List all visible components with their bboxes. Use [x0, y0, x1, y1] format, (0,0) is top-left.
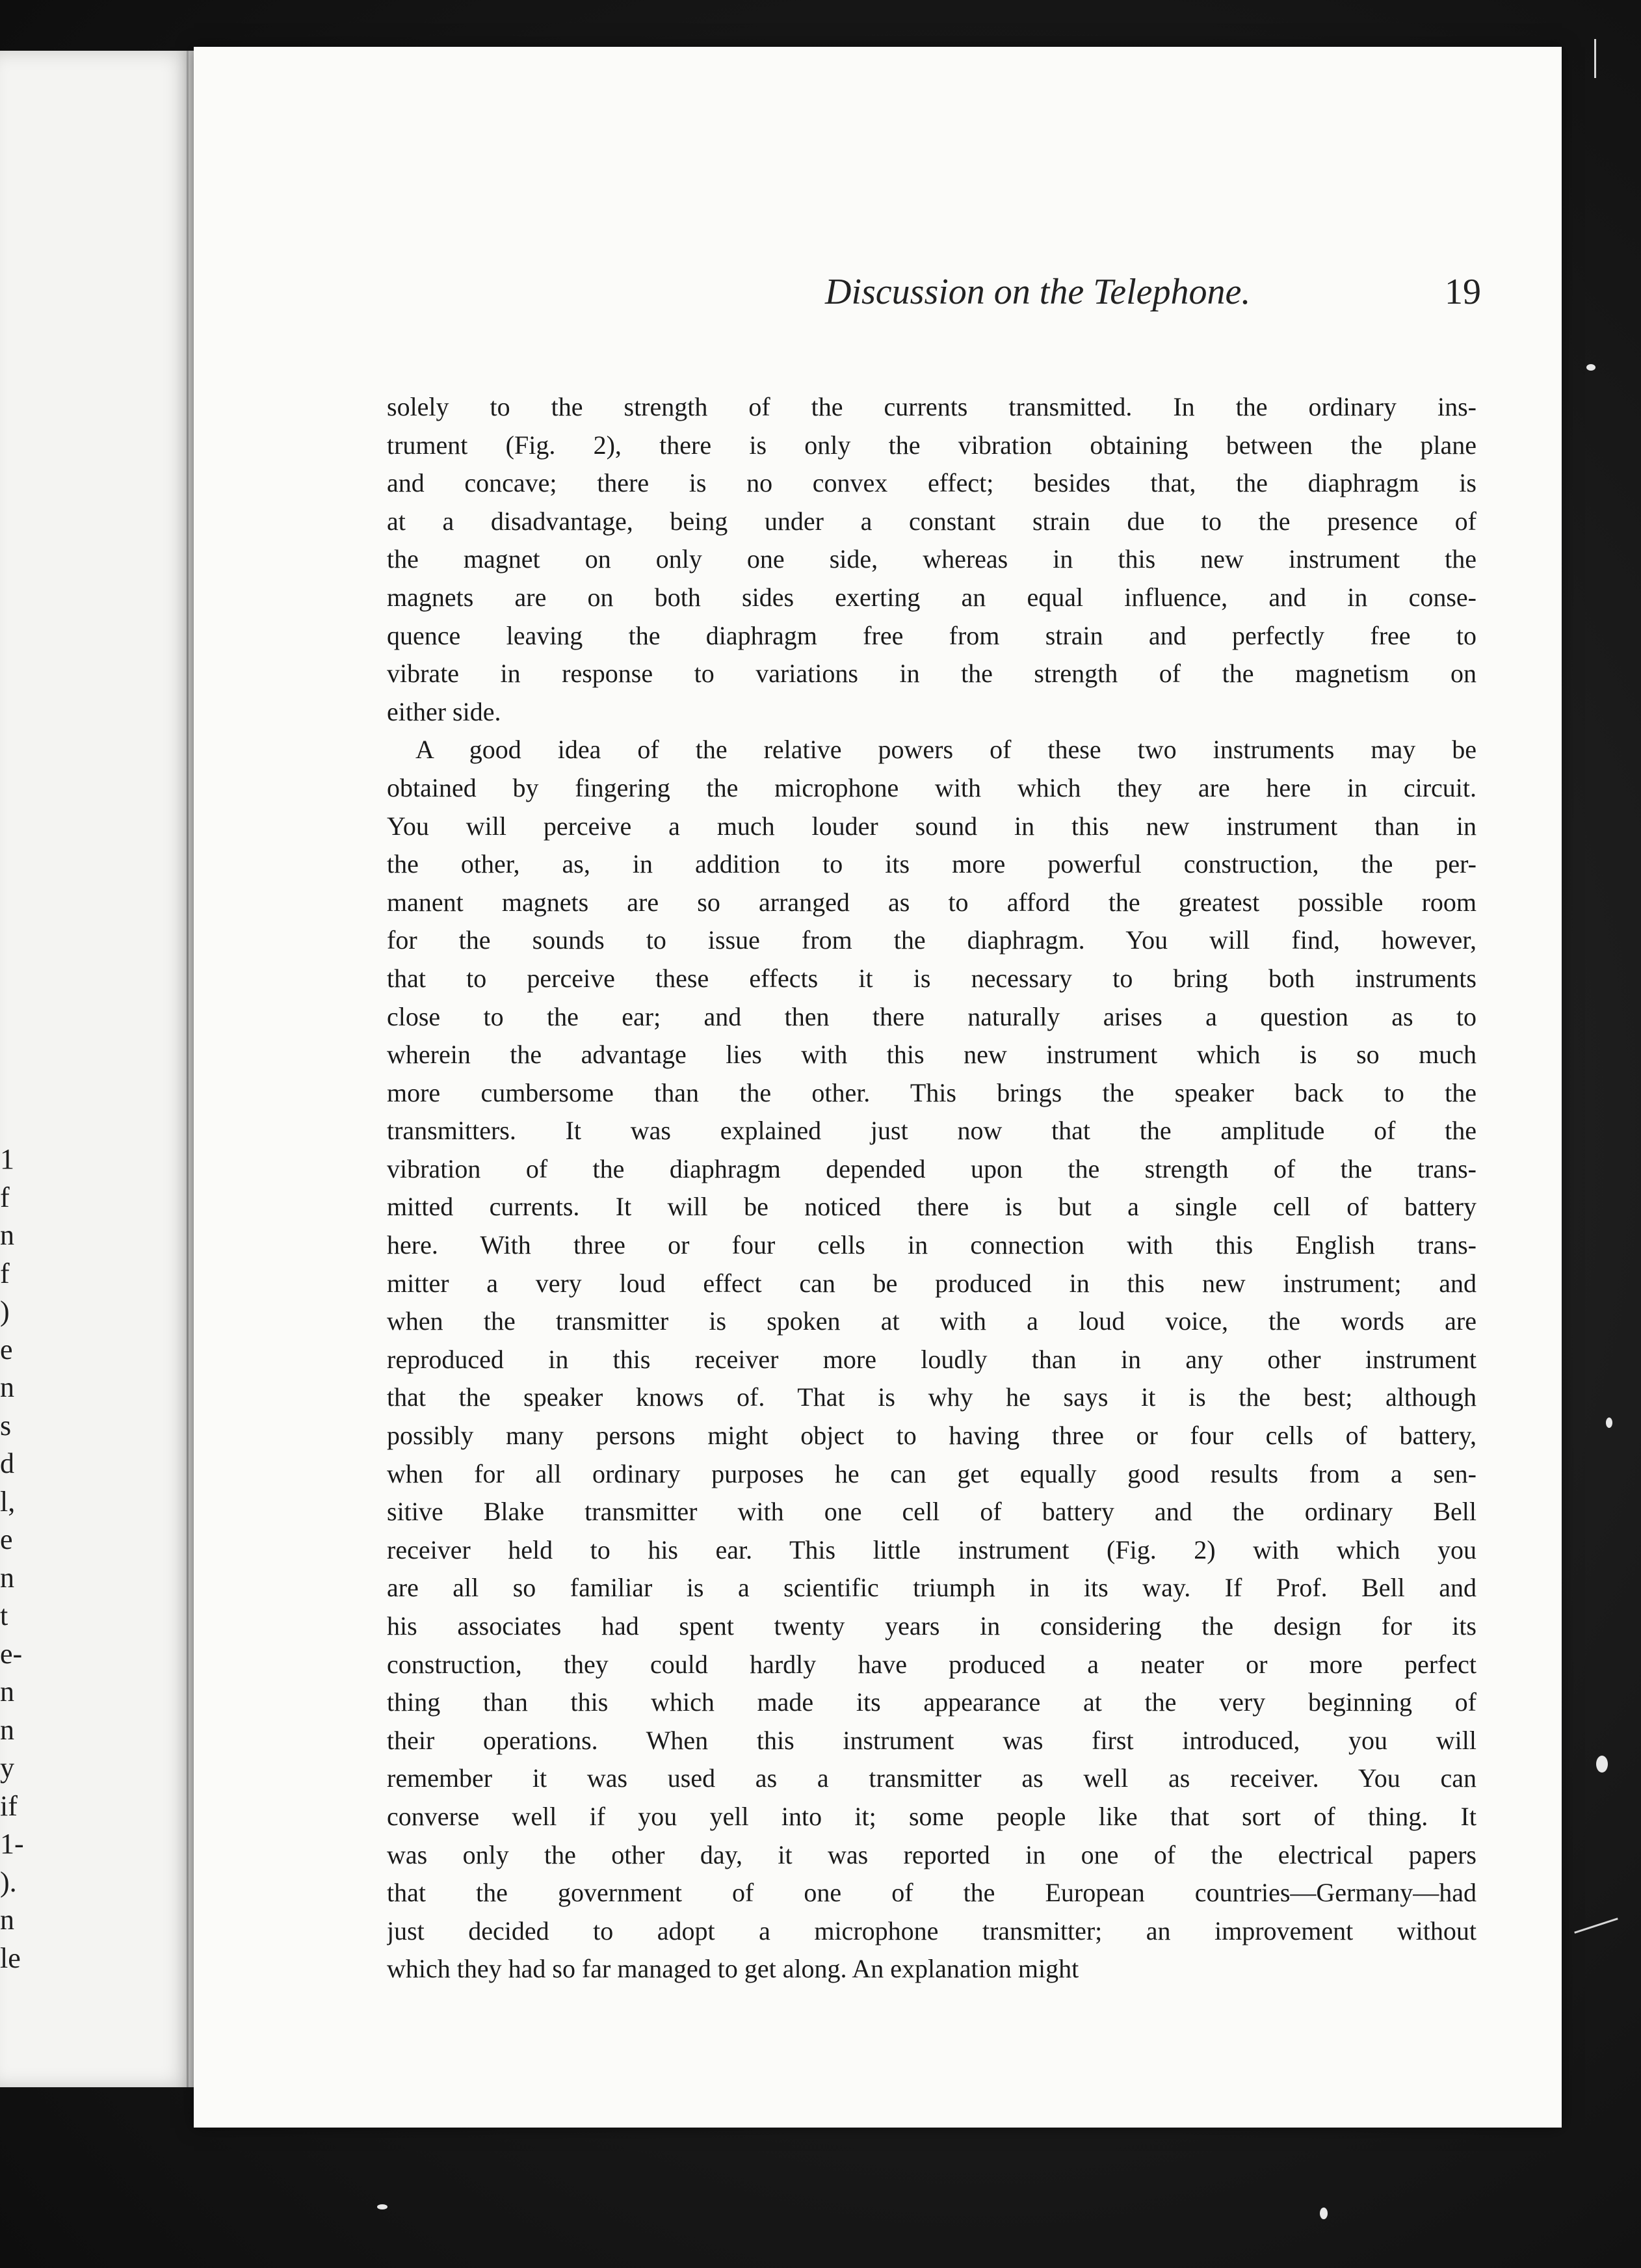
text-line: and concave; there is no convex effect; besides that, the diaphragm is [387, 468, 1477, 498]
left-facing-page [0, 51, 194, 2087]
text-line: for the sounds to issue from the diaphragm. You will find, however, [387, 925, 1477, 955]
text-line: possibly many persons might object to having three or four cells of battery, [387, 1421, 1477, 1451]
dust-speck [377, 2204, 387, 2209]
scan-scratch [1594, 39, 1596, 78]
left-fragment-line: f [0, 1257, 10, 1289]
left-fragment-line: e- [0, 1637, 23, 1670]
paragraph [387, 731, 1477, 1988]
left-fragment-line: le [0, 1942, 21, 1974]
text-line: close to the ear; and then there naturally arises a question as to [387, 1001, 1477, 1031]
body-text [387, 388, 1477, 1988]
left-fragment-line: d [0, 1447, 14, 1479]
text-line: vibration of the diaphragm depended upon the strength of the trans- [387, 1154, 1477, 1183]
text-line: quence leaving the diaphragm free from strain and perfectly free to [387, 620, 1477, 650]
text-line: receiver held to his ear. This little instrument (Fig. 2) with which you [387, 1535, 1477, 1564]
text-line: solely to the strength of the currents transmitted. In the ordinary ins- [387, 392, 1477, 421]
left-fragment-line: n [0, 1713, 14, 1746]
text-line: his associates had spent twenty years in considering the design for its [387, 1611, 1477, 1641]
left-fragment-line: t [0, 1600, 8, 1631]
text-line: reproduced in this receiver more loudly than in any other instrument [387, 1344, 1477, 1374]
text-line: when for all ordinary purposes he can get equally good results from a sen- [387, 1458, 1477, 1488]
left-fragment-line: ) [0, 1295, 10, 1327]
text-line: wherein the advantage lies with this new instrument which is so much [387, 1040, 1477, 1070]
text-line: converse well if you yell into it; some people like that sort of thing. It [387, 1801, 1477, 1831]
left-fragment-line: 1 [0, 1143, 14, 1175]
text-line: that the speaker knows of. That is why he says it is the best; although [387, 1382, 1477, 1412]
left-fragment-line: y [0, 1752, 14, 1784]
text-line: just decided to adopt a microphone transmitter; an improvement without [387, 1916, 1477, 1945]
text-line: You will perceive a much louder sound in this new instrument than in [387, 811, 1477, 841]
left-fragment-line: e [0, 1523, 13, 1555]
left-fragment-line: l, [0, 1485, 16, 1518]
text-line: thing than this which made its appearance at the very beginning of [387, 1687, 1477, 1717]
dust-speck [1586, 364, 1595, 371]
text-line: transmitters. It was explained just now that the amplitude of the [387, 1116, 1477, 1146]
left-fragment-line: n [0, 1561, 14, 1594]
left-fragment-line: 1- [0, 1828, 24, 1860]
dust-speck [1596, 1756, 1608, 1773]
left-fragment-line: n [0, 1371, 14, 1403]
page-number: 19 [1445, 272, 1481, 312]
text-line: here. With three or four cells in connection with this English trans- [387, 1230, 1477, 1260]
text-line: at a disadvantage, being under a constant strain due to the presence of [387, 506, 1477, 536]
dust-speck [1320, 2208, 1328, 2219]
text-line: the magnet on only one side, whereas in this new instrument the [387, 544, 1477, 574]
text-line: obtained by fingering the microphone with which they are here in circuit. [387, 772, 1477, 802]
left-fragment-line: s [0, 1409, 12, 1442]
text-line: more cumbersome than the other. This brings the speaker back to the [387, 1077, 1477, 1107]
text-line: that the government of one of the European countries—Germany—had [387, 1878, 1477, 1908]
text-line: remember it was used as a transmitter as well as receiver. You can [387, 1763, 1477, 1793]
text-line: the other, as, in addition to its more powerful construction, the per- [387, 849, 1477, 879]
text-line: was only the other day, it was reported in one of the electrical papers [387, 1839, 1477, 1869]
dust-speck [1606, 1418, 1612, 1428]
text-line: manent magnets are so arranged as to afford the greatest possible room [387, 887, 1477, 917]
text-line: when the transmitter is spoken at with a loud voice, the words are [387, 1306, 1477, 1336]
text-line: their operations. When this instrument was first introduced, you will [387, 1725, 1477, 1755]
running-head [389, 271, 1481, 323]
text-line: vibrate in response to variations in the strength of the magnetism on [387, 659, 1477, 689]
left-fragment-line: n [0, 1904, 14, 1936]
page-gutter [187, 51, 189, 2087]
text-line: A good idea of the relative powers of these two instruments may be [415, 735, 1477, 765]
text-line: magnets are on both sides exerting an equal influence, and in conse- [387, 582, 1477, 612]
text-line: which they had so far managed to get along. An explanation might [387, 1954, 1079, 1984]
left-fragment-line: n [0, 1676, 14, 1708]
book-page [194, 47, 1562, 2128]
left-fragment-line: ). [0, 1866, 17, 1898]
text-line: sitive Blake transmitter with one cell of battery and the ordinary Bell [387, 1497, 1477, 1527]
text-line: construction, they could hardly have produced a neater or more perfect [387, 1649, 1477, 1679]
text-line: trument (Fig. 2), there is only the vibration obtaining between the plane [387, 430, 1477, 460]
text-line: mitted currents. It will be noticed there is but a single cell of battery [387, 1192, 1477, 1222]
left-fragment-line: if [0, 1789, 18, 1822]
text-line: mitter a very loud effect can be produced in this new instrument; and [387, 1268, 1477, 1298]
left-fragment-line: n [0, 1219, 14, 1251]
left-page-text-fragments [0, 1141, 39, 1977]
running-title: Discussion on the Telephone. [825, 272, 1251, 312]
text-line: that to perceive these effects it is necessary to bring both instruments [387, 963, 1477, 993]
text-line: are all so familiar is a scientific triumph in its way. If Prof. Bell and [387, 1573, 1477, 1603]
paragraph [387, 388, 1477, 731]
left-fragment-line: e [0, 1333, 13, 1365]
left-fragment-line: f [0, 1181, 10, 1213]
text-line: either side. [387, 696, 501, 726]
